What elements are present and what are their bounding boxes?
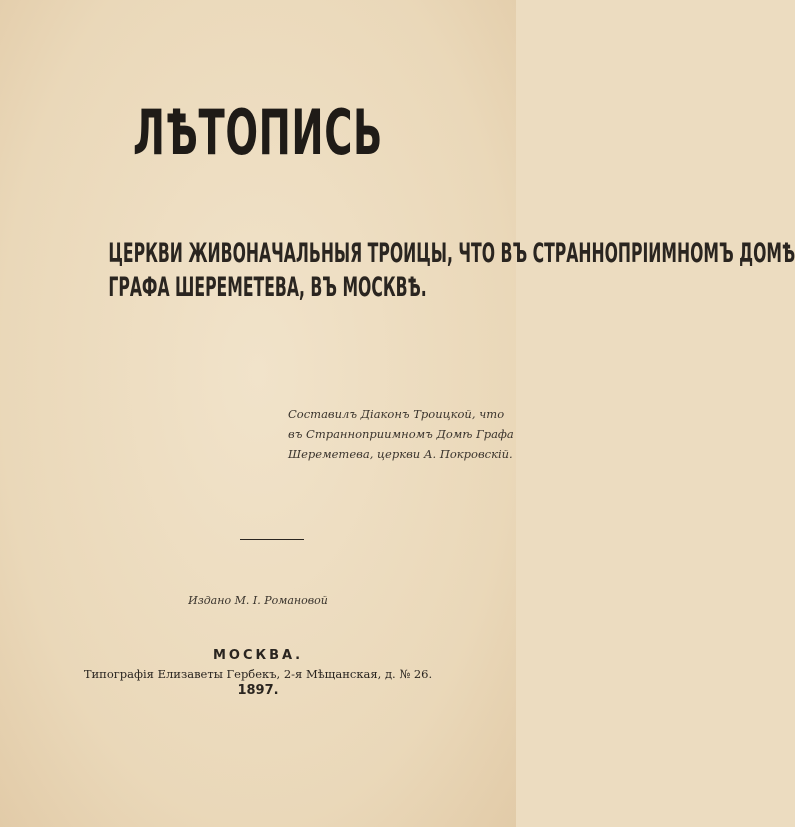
subtitle-line-1: ЦЕРКВИ ЖИВОНАЧАЛЬНЫЯ ТРОИЦЫ, ЧТО ВЪ СТРАННОПРІИМНОМЪ ДОМѢ: [108, 238, 795, 269]
imprint-year: 1897.: [237, 683, 279, 698]
imprint-printer: Типографія Елизаветы Гербекъ, 2-я Мѣщанская, д. № 26.: [83, 667, 433, 681]
publisher-line: Издано М. І. Романовой: [188, 594, 328, 607]
author-line-3: Шереметева, церкви А. Покровскій.: [288, 447, 513, 461]
author-line-2: въ Странноприимномъ Домѣ Графа: [288, 427, 514, 441]
book-title: ЛѢТОПИСЬ: [133, 96, 383, 169]
subtitle-line-2: ГРАФА ШЕРЕМЕТЕВА, ВЪ МОСКВѢ.: [108, 272, 427, 303]
imprint-city: МОСКВА.: [212, 648, 304, 663]
divider-rule: [240, 539, 304, 540]
author-block: [288, 404, 514, 464]
author-line-1: Составилъ Діаконъ Троицкой, что: [288, 407, 505, 421]
